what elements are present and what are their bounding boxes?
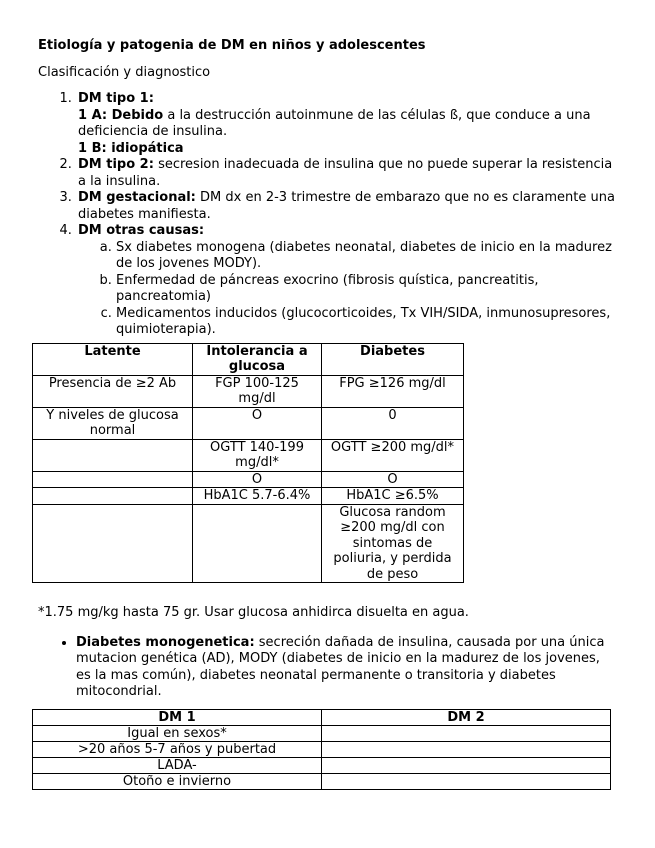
other-causes-label: DM otras causas: bbox=[78, 223, 205, 238]
table-row bbox=[33, 439, 464, 471]
table-cell: FPG ≥126 mg/dl bbox=[322, 375, 464, 407]
table-cell: O bbox=[193, 471, 322, 488]
table-cell: >20 años 5-7 años y pubertad bbox=[33, 741, 322, 757]
table-cell: LADA- bbox=[33, 757, 322, 773]
table-cell: Glucosa random ≥200 mg/dl con sintomas de poliuria, y perdida de peso bbox=[322, 504, 464, 583]
sublist-item: b. Enfermedad de páncreas exocrino (fibrosis quística, pancreatitis, pancreatomia) bbox=[116, 273, 618, 306]
gestational-text: DM dx en 2-3 trimestre de embarazo que no es claramente una diabetes manifiesta. bbox=[78, 190, 615, 222]
table-header-row bbox=[33, 343, 464, 375]
table-row bbox=[33, 741, 611, 757]
table-row bbox=[33, 407, 464, 439]
table-cell bbox=[322, 773, 611, 789]
table-cell bbox=[193, 504, 322, 583]
table-row bbox=[33, 471, 464, 488]
dm1-label: DM tipo 1: bbox=[78, 91, 154, 106]
table-cell: O bbox=[193, 407, 322, 439]
list-item-dm2 bbox=[76, 157, 618, 190]
table-row bbox=[33, 757, 611, 773]
footnote: *1.75 mg/kg hasta 75 gr. Usar glucosa anhidirca disuelta en agua. bbox=[38, 605, 469, 620]
dm1a-text: a la destrucción autoinmune de las células ß, que conduce a una deficiencia de insulina. bbox=[78, 107, 591, 139]
table-cell: Presencia de ≥2 Ab bbox=[33, 375, 193, 407]
table-header-cell: Latente bbox=[33, 343, 193, 375]
document-title: Etiología y patogenia de DM en niños y adolescentes bbox=[38, 38, 426, 53]
table-cell: FGP 100-125 mg/dl bbox=[193, 375, 322, 407]
table-cell: Y niveles de glucosa normal bbox=[33, 407, 193, 439]
table-cell bbox=[33, 504, 193, 583]
table-cell bbox=[33, 488, 193, 505]
table-row bbox=[33, 725, 611, 741]
list-item-dm1 bbox=[76, 91, 618, 157]
table-cell: 0 bbox=[322, 407, 464, 439]
table-row bbox=[33, 375, 464, 407]
table-header-cell: DM 2 bbox=[322, 709, 611, 725]
table-cell: HbA1C 5.7-6.4% bbox=[193, 488, 322, 505]
table-cell: Igual en sexos* bbox=[33, 725, 322, 741]
table-cell bbox=[33, 439, 193, 471]
table-row bbox=[33, 504, 464, 583]
table-header-cell: Diabetes bbox=[322, 343, 464, 375]
classification-list bbox=[38, 91, 618, 339]
list-item-monogenetic bbox=[76, 635, 618, 701]
sublist-item: a. Sx diabetes monogena (diabetes neonatal, diabetes de inicio en la madurez de los jovenes MODY). bbox=[116, 240, 618, 273]
table-header-row bbox=[33, 709, 611, 725]
sublist-item: c. Medicamentos inducidos (glucocorticoides, Tx VIH/SIDA, inmunosupresores, quimioterapia). bbox=[116, 306, 618, 339]
monogenetic-list bbox=[38, 635, 618, 701]
table-row bbox=[33, 773, 611, 789]
monogenetic-text: secreción dañada de insulina, causada por una única mutacion genética (AD), MODY (diabetes de inicio en la madurez de los jovenes, es la mas común), diabetes neonatal permanente o transitoria y diabetes mitocondrial. bbox=[76, 634, 605, 699]
diagnosis-table bbox=[32, 343, 464, 584]
gestational-label: DM gestacional: bbox=[78, 190, 196, 205]
table-cell: HbA1C ≥6.5% bbox=[322, 488, 464, 505]
table-cell bbox=[322, 757, 611, 773]
table-header-cell: Intolerancia a glucosa bbox=[193, 343, 322, 375]
table-row bbox=[33, 488, 464, 505]
dm2-text: secresion inadecuada de insulina que no puede superar la resistencia a la insulina. bbox=[78, 157, 613, 189]
dm1b-label: 1 B: idiopática bbox=[78, 140, 184, 156]
section-subtitle: Clasificación y diagnostico bbox=[38, 64, 211, 80]
table-cell: O bbox=[322, 471, 464, 488]
table-cell: OGTT ≥200 mg/dl* bbox=[322, 439, 464, 471]
table-cell bbox=[322, 741, 611, 757]
list-item-gestational bbox=[76, 190, 618, 223]
comparison-table bbox=[32, 709, 611, 790]
list-item-other-causes bbox=[76, 223, 618, 339]
table-cell bbox=[33, 471, 193, 488]
table-cell: OGTT 140-199 mg/dl* bbox=[193, 439, 322, 471]
dm2-label: DM tipo 2: bbox=[78, 157, 154, 172]
document-page bbox=[38, 38, 618, 790]
dm1a-label: 1 A: Debido bbox=[78, 107, 164, 123]
monogenetic-label: Diabetes monogenetica: bbox=[76, 634, 255, 650]
table-cell bbox=[322, 725, 611, 741]
table-cell: Otoño e invierno bbox=[33, 773, 322, 789]
table-header-cell: DM 1 bbox=[33, 709, 322, 725]
other-causes-sublist bbox=[78, 240, 618, 339]
